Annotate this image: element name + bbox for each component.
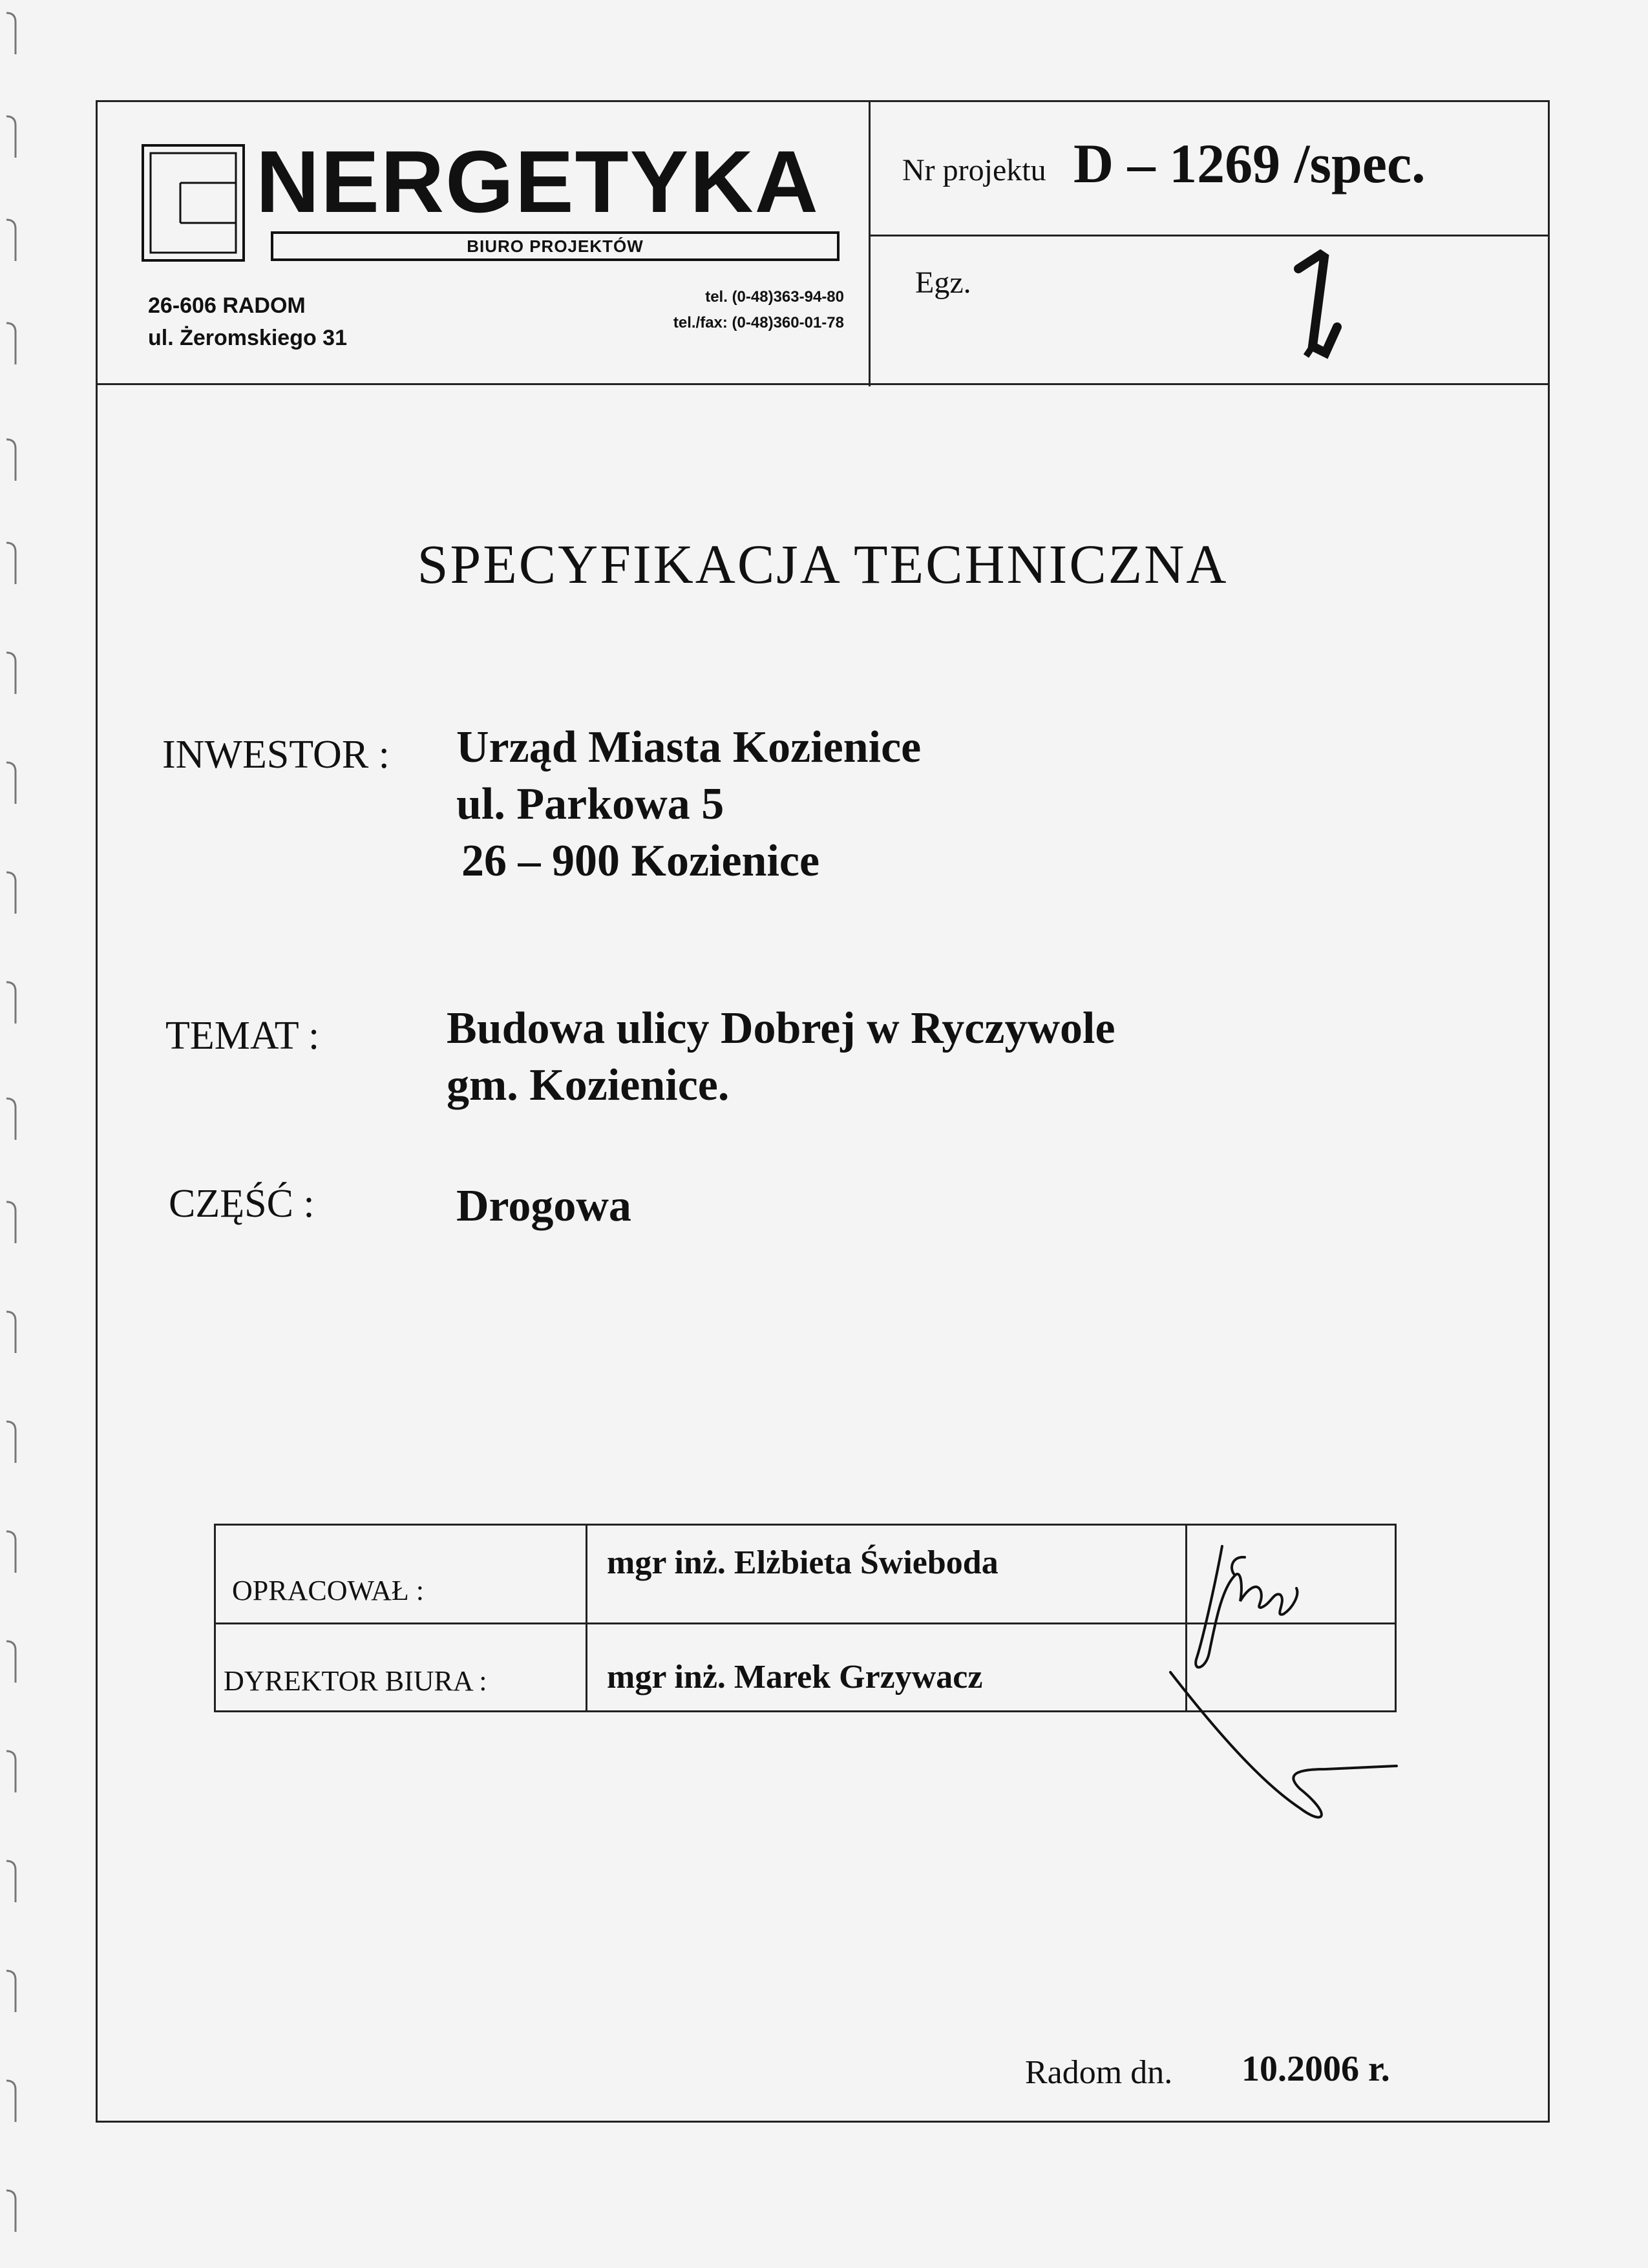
investor-label: INWESTOR : — [162, 733, 390, 777]
prepared-by-label: OPRACOWAŁ : — [232, 1575, 425, 1606]
company-subtitle: BIURO PROJEKTÓW — [271, 231, 840, 261]
header-divider — [871, 235, 1549, 236]
document-title: SPECYFIKACJA TECHNICZNA — [417, 533, 1229, 595]
project-number: D – 1269 /spec. — [1073, 132, 1426, 194]
place-label: Radom dn. — [1025, 2054, 1173, 2091]
company-header — [98, 102, 871, 386]
address-city: 26-606 RADOM — [148, 293, 306, 318]
part-value: Drogowa — [456, 1181, 631, 1231]
prepared-by-name: mgr inż. Elżbieta Świeboda — [607, 1544, 998, 1581]
investor-details — [456, 719, 921, 890]
address-street: ul. Żeromskiego 31 — [148, 326, 347, 350]
investor-city: 26 – 900 Kozienice — [461, 836, 820, 886]
binding-holes — [0, 0, 39, 2268]
investor-name: Urząd Miasta Kozienice — [456, 722, 922, 772]
document-frame — [96, 100, 1550, 2123]
signatures-icon — [1067, 1511, 1506, 1873]
topic-label: TEMAT : — [165, 1014, 320, 1058]
investor-street: ul. Parkowa 5 — [456, 779, 724, 829]
company-phones — [673, 284, 844, 336]
topic-details — [447, 1000, 1115, 1114]
document-date: 10.2006 r. — [1241, 2049, 1390, 2089]
director-name: mgr inż. Marek Grzywacz — [607, 1659, 983, 1696]
copy-label: Egz. — [915, 266, 971, 300]
copy-number-handwritten-mark — [1287, 249, 1351, 359]
energetyka-logo-icon — [142, 144, 245, 262]
topic-line-1: Budowa ulicy Dobrej w Ryczywole — [447, 1003, 1115, 1053]
director-label: DYREKTOR BIURA : — [224, 1665, 487, 1697]
company-logo-text: NERGETYKA — [256, 132, 819, 231]
fax-number: tel./fax: (0-48)360-01-78 — [673, 314, 844, 331]
topic-line-2: gm. Kozienice. — [447, 1060, 730, 1110]
header-bottom-line — [98, 383, 1548, 385]
project-number-label: Nr projektu — [902, 153, 1046, 187]
company-address — [148, 289, 347, 354]
phone-number: tel. (0-48)363-94-80 — [705, 288, 844, 306]
part-label: CZĘŚĆ : — [169, 1182, 315, 1226]
